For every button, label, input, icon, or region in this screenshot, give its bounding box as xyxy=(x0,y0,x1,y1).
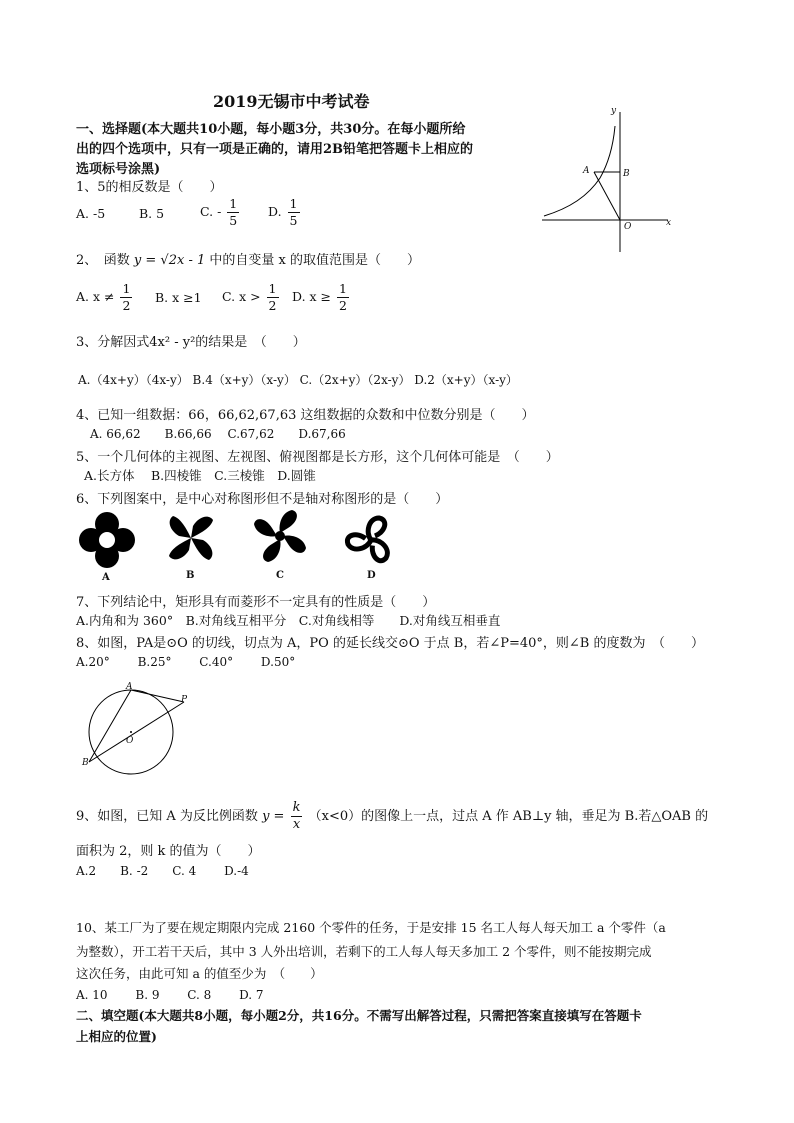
q6-label-b: B xyxy=(186,570,195,581)
q2-expression: y = √2x - 1 xyxy=(133,253,206,268)
q2-d-num: 1 xyxy=(339,281,347,296)
q8-stem: 8、如图，PA是⊙O 的切线，切点为 A，PO 的延长线交⊙O 于点 B，若∠P=40°，则∠B 的度数为 （ ） xyxy=(76,636,704,651)
q8-label-p: P xyxy=(181,695,188,705)
q1-c-den: 5 xyxy=(229,213,238,228)
q1-option-d-prefix: D. xyxy=(268,204,282,219)
q1-stem: 1、5的相反数是（ ） xyxy=(76,180,223,195)
q1-option-d-fraction xyxy=(288,196,300,229)
q1-option-c-prefix: C. - xyxy=(200,204,222,219)
q1-option-a: A. -5 xyxy=(76,206,106,221)
q2-stem-post: 中的自变量 x 的取值范围是（ ） xyxy=(209,253,420,268)
q2-stem xyxy=(76,249,420,268)
q6-stem: 6、下列图案中，是中心对称图形但不是轴对称图形的是（ ） xyxy=(76,492,449,507)
q6-label-a: A xyxy=(102,572,110,583)
q2-d-den: 2 xyxy=(339,298,347,313)
page-title: 2019无锡市中考试卷 xyxy=(213,92,370,111)
q9-stem-post: （x<0）的图像上一点，过点 A 作 AB⊥y 轴，垂足为 B.若△OAB 的 xyxy=(308,809,709,824)
q5-options: A.长方体 B.四棱锥 C.三棱锥 D.圆锥 xyxy=(84,468,316,483)
q3-stem: 3、分解因式4x² - y²的结果是 （ ） xyxy=(76,335,306,350)
q9-k: k xyxy=(292,800,301,815)
q6-label-c: C xyxy=(276,570,284,581)
q2-a-pre: A. x ≠ xyxy=(76,289,115,304)
q9-figure xyxy=(540,108,680,253)
q2-stem-pre: 2、 函数 xyxy=(76,253,130,268)
q8-label-o: O xyxy=(126,736,134,746)
q9-x: x xyxy=(292,817,301,832)
q2-c-num: 1 xyxy=(268,281,277,296)
section1-heading-line2: 出的四个选项中，只有一项是正确的，请用2B铅笔把答题卡上相应的 xyxy=(76,142,474,157)
q2-c-den: 2 xyxy=(268,298,277,313)
q1-c-num: 1 xyxy=(229,196,238,211)
q5-stem: 5、一个几何体的主视图、左视图、俯视图都是长方形，这个几何体可能是 （ ） xyxy=(76,450,559,465)
q9-stem-line2: 面积为 2，则 k 的值为（ ） xyxy=(76,844,261,859)
section1-heading-line1: 一、选择题(本大题共10小题，每小题3分，共30分。在每小题所给 xyxy=(76,122,466,137)
q10-options: A. 10 B. 9 C. 8 D. 7 xyxy=(76,988,264,1002)
section2-heading-line2: 上相应的位置) xyxy=(76,1029,157,1044)
q9-label-a: A xyxy=(583,166,590,176)
q1-d-den: 5 xyxy=(289,213,298,228)
q6-figure-a xyxy=(80,512,134,568)
q2-d-pre: D. x ≥ xyxy=(292,289,332,304)
q10-line1: 10、某工厂为了要在规定期限内完成 2160 个零件的任务，于是安排 15 名工人每人每天加工 a 个零件（a xyxy=(76,920,666,935)
q8-label-b: B xyxy=(82,758,89,768)
q9-y: y = xyxy=(262,809,285,824)
q2-option-d xyxy=(292,281,351,314)
q1-option-c xyxy=(200,196,241,229)
q6-label-d: D xyxy=(367,570,376,581)
section1-heading-line3: 选项标号涂黑) xyxy=(76,162,161,177)
q2-option-a xyxy=(76,281,134,314)
q2-d-fraction xyxy=(337,281,349,314)
q8-options: A.20° B.25° C.40° D.50° xyxy=(76,655,296,669)
q10-line3: 这次任务，由此可知 a 的值至少为 （ ） xyxy=(76,966,323,981)
section2-heading-line1: 二、填空题(本大题共8小题，每小题2分，共16分。不需写出解答过程，只需把答案直接填写在答题卡 xyxy=(76,1008,642,1023)
q2-a-num: 1 xyxy=(122,281,131,296)
q1-d-num: 1 xyxy=(289,196,298,211)
q10-line2: 为整数），开工若干天后，其中 3 人外出培训，若剩下的工人每人每天多加工 2 个零件，则不能按期完成 xyxy=(76,944,652,959)
q2-a-den: 2 xyxy=(122,298,131,313)
q9-fraction xyxy=(291,800,303,833)
q4-stem: 4、已知一组数据：66，66,62,67,63 这组数据的众数和中位数分别是（ ） xyxy=(76,408,535,423)
q9-stem-pre: 9、如图，已知 A 为反比例函数 xyxy=(76,809,258,824)
q2-option-c xyxy=(222,281,281,314)
q1-option-c-fraction xyxy=(227,196,239,229)
q6-figure-c xyxy=(252,508,308,564)
q7-stem: 7、下列结论中，矩形具有而菱形不一定具有的性质是（ ） xyxy=(76,595,436,610)
q9-label-o: O xyxy=(624,222,632,232)
q6-figure-b xyxy=(166,512,216,564)
q2-c-fraction xyxy=(267,281,279,314)
q9-label-b: B xyxy=(623,169,630,179)
q9-stem xyxy=(76,800,708,833)
q7-options: A.内角和为 360° B.对角线互相平分 C.对角线相等 D.对角线互相垂直 xyxy=(76,613,501,628)
q2-c-pre: C. x > xyxy=(222,289,261,304)
q6-figure-d xyxy=(342,512,400,568)
q1-option-d xyxy=(268,196,302,229)
q3-options: A.（4x+y）（4x-y） B.4（x+y）（x-y） C.（2x+y）（2x-y） D.2（x+y）（x-y） xyxy=(78,373,518,387)
q9-options: A.2 B. -2 C. 4 D.-4 xyxy=(76,864,249,878)
q8-label-a: A xyxy=(126,682,133,692)
q1-option-b: B. 5 xyxy=(139,206,165,221)
q9-label-x: x xyxy=(666,218,672,228)
q2-option-b: B. x ≥1 xyxy=(155,290,202,305)
q8-figure xyxy=(76,682,196,777)
q2-a-fraction xyxy=(120,281,132,314)
q4-options: A. 66,62 B.66,66 C.67,62 D.67,66 xyxy=(90,427,346,441)
q9-label-y: y xyxy=(611,106,617,116)
